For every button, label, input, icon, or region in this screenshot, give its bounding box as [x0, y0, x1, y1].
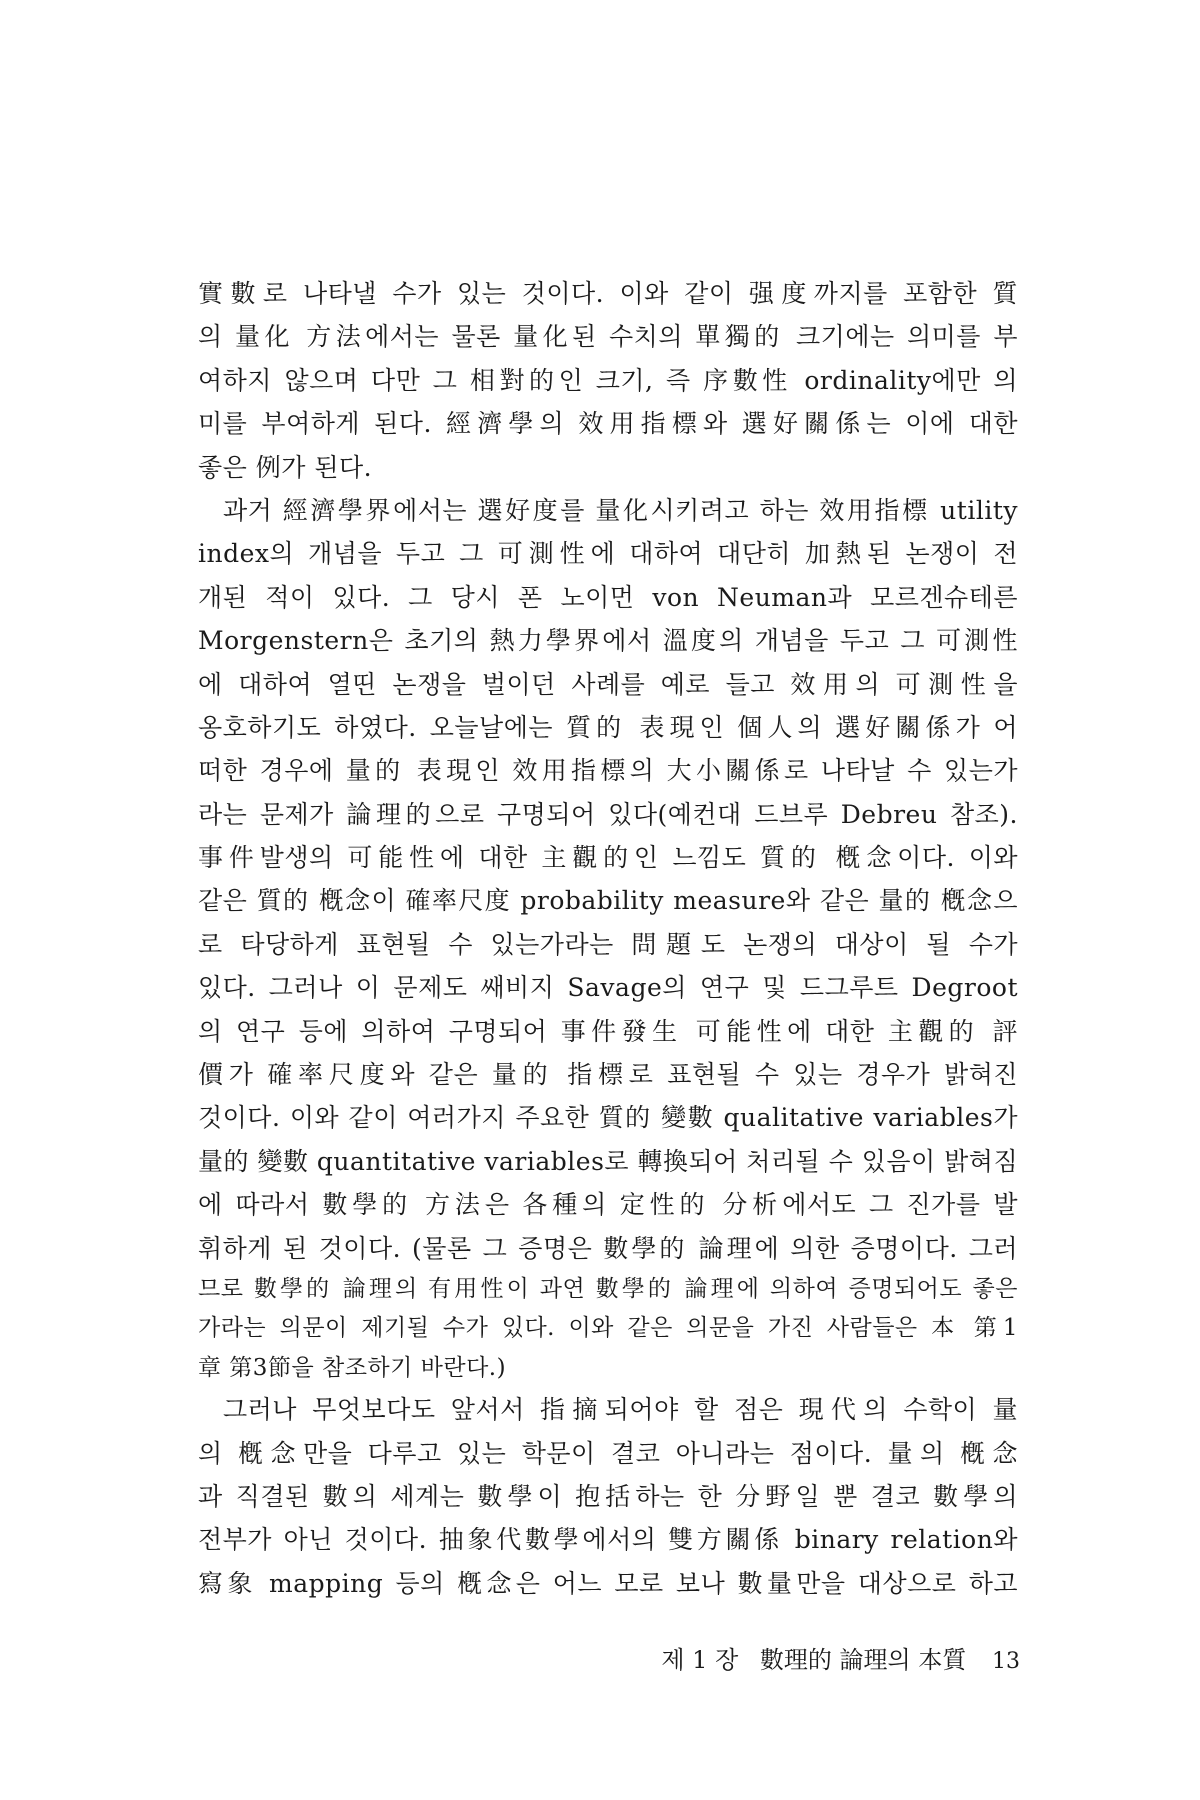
text-line: 그러나 무엇보다도 앞서서 指摘되어야 할 점은 現代의 수학이 量: [223, 1395, 1018, 1425]
text-line: 의 연구 등에 의하여 구명되어 事件發生 可能性에 대한 主觀的 評: [198, 1016, 1018, 1046]
paragraph: [198, 272, 1018, 489]
text-line: 과거 經濟學界에서는 選好度를 量化시키려고 하는 效用指標 utility: [223, 495, 1018, 525]
footer-chapter-title: 數理的 論理의 本質: [759, 1646, 967, 1674]
note-line: 章 第3節을 참조하기 바란다.): [198, 1354, 507, 1381]
text-line: 의 槪念만을 다루고 있는 학문이 결코 아니라는 점이다. 量의 槪念: [198, 1438, 1018, 1468]
page-number: 13: [992, 1649, 1020, 1674]
text-line: 좋은 例가 된다.: [198, 452, 373, 482]
note-line: 므로 數學的 論理의 有用性이 과연 數學的 論理에 의하여 증명되어도 좋은: [198, 1275, 1018, 1302]
footer-chapter: 제 1 장: [661, 1646, 739, 1674]
text-line: 같은 質的 槪念이 確率尺度 probability measure와 같은 量的 槪念으: [198, 886, 1018, 916]
text-line: 의 量化 方法에서는 물론 量化된 수치의 單獨的 크기에는 의미를 부: [198, 322, 1018, 352]
text-line: 떠한 경우에 量的 表現인 效用指標의 大小關係로 나타날 수 있는가: [198, 756, 1018, 786]
text-line: 미를 부여하게 된다. 經濟學의 效用指標와 選好關係는 이에 대한: [198, 409, 1018, 439]
text-line: 있다. 그러나 이 문제도 쌔비지 Savage의 연구 및 드그루트 Degroot: [198, 973, 1018, 1003]
text-line: 에 대하여 열띤 논쟁을 벌이던 사례를 예로 들고 效用의 可測性을: [198, 669, 1018, 699]
text-line: 것이다. 이와 같이 여러가지 주요한 質的 變數 qualitative variables가: [198, 1103, 1018, 1133]
text-line: 事件발생의 可能性에 대한 主觀的인 느낌도 質的 槪念이다. 이와: [198, 843, 1018, 873]
text-line: 라는 문제가 論理的으로 구명되어 있다(예컨대 드브루 Debreu 참조).: [198, 799, 1018, 829]
text-line: 개된 적이 있다. 그 당시 폰 노이먼 von Neuman과 모르겐슈테른: [198, 582, 1018, 612]
paragraph: [198, 1388, 1018, 1605]
text-line: 전부가 아닌 것이다. 抽象代數學에서의 雙方關係 binary relation와: [198, 1525, 1018, 1555]
text-line: 寫象 mapping 등의 槪念은 어느 모로 보나 數量만을 대상으로 하고: [198, 1568, 1018, 1598]
paragraph: [198, 489, 1018, 1270]
text-line: Morgenstern은 초기의 熱力學界에서 溫度의 개념을 두고 그 可測性: [198, 626, 1018, 656]
text-line: 로 타당하게 표현될 수 있는가라는 問題도 논쟁의 대상이 될 수가: [198, 929, 1018, 959]
body-text: [198, 272, 1018, 1605]
parenthetical-note: [198, 1270, 1018, 1388]
text-line: 여하지 않으며 다만 그 相對的인 크기, 즉 序數性 ordinality에만 의: [198, 365, 1018, 395]
text-line: 에 따라서 數學的 方法은 各種의 定性的 分析에서도 그 진가를 발: [198, 1190, 1018, 1220]
text-line: 實數로 나타낼 수가 있는 것이다. 이와 같이 强度까지를 포함한 質: [198, 279, 1018, 308]
text-line: 옹호하기도 하였다. 오늘날에는 質的 表現인 個人의 選好關係가 어: [198, 712, 1018, 742]
text-line: 價가 確率尺度와 같은 量的 指標로 표현될 수 있는 경우가 밝혀진: [198, 1060, 1018, 1090]
text-line: index의 개념을 두고 그 可測性에 대하여 대단히 加熱된 논쟁이 전: [198, 539, 1018, 569]
text-line: 휘하게 된 것이다. (물론 그 증명은 數學的 論理에 의한 증명이다. 그러: [198, 1233, 1018, 1263]
note-line: 가라는 의문이 제기될 수가 있다. 이와 같은 의문을 가진 사람들은 本 第1: [198, 1315, 1018, 1342]
text-line: 과 직결된 數의 세계는 數學이 抱括하는 한 分野일 뿐 결코 數學의: [198, 1481, 1018, 1511]
text-line: 量的 變數 quantitative variables로 轉換되어 처리될 수 있음이 밝혀짐: [198, 1146, 1018, 1176]
running-footer: [640, 1640, 1020, 1680]
